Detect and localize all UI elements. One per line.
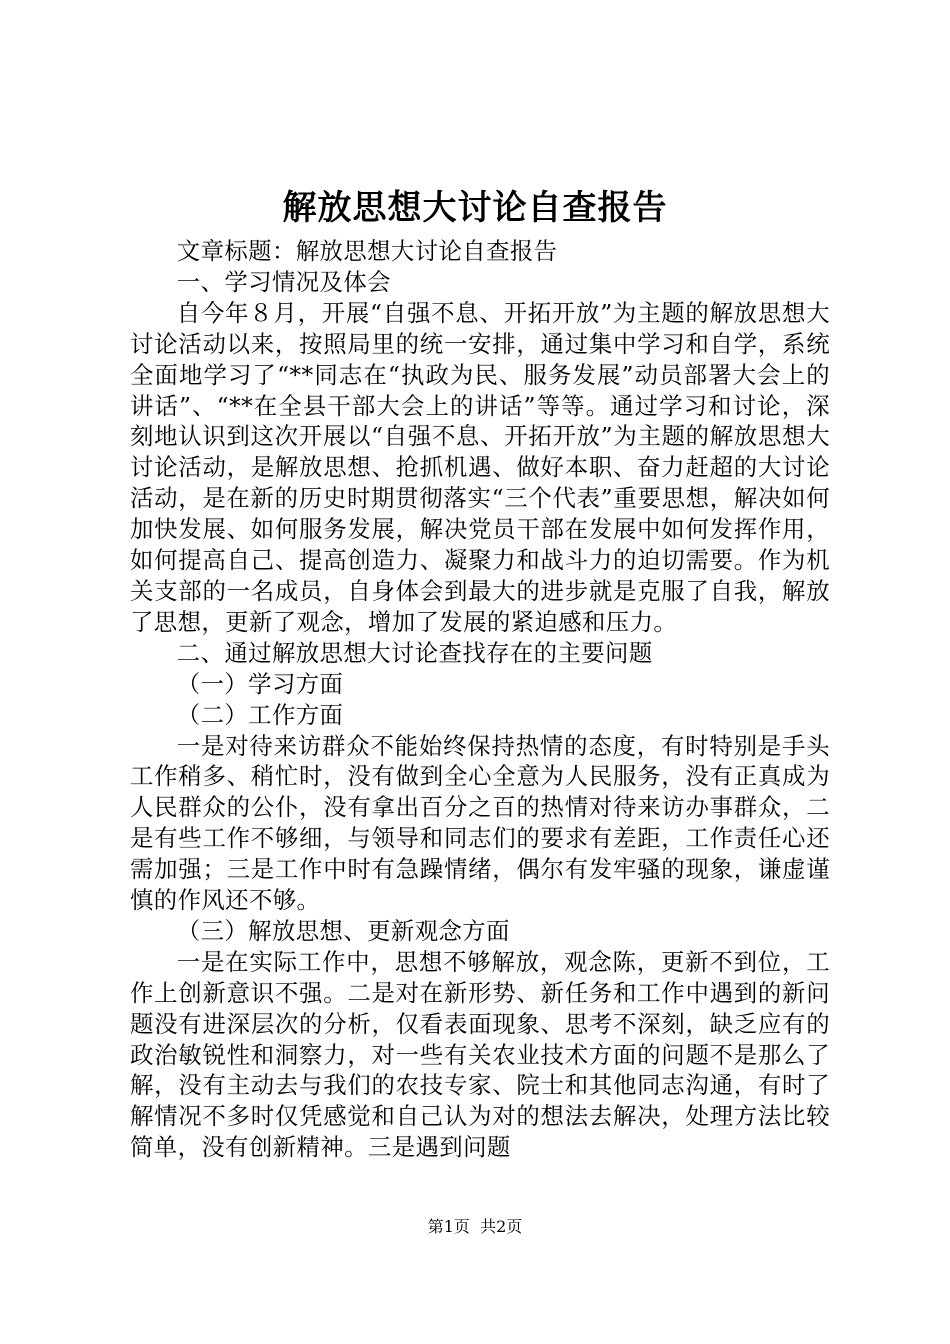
subheading-thinking: （三）解放思想、更新观念方面 [176,916,510,945]
page-total: 共2页 [480,1217,523,1236]
article-title-line: 文章标题：解放思想大讨论自查报告 [176,237,558,265]
document-body [130,236,830,1163]
document-title: 解放思想大讨论自查报告 [282,188,668,228]
section-heading-1: 一、学习情况及体会 [176,267,391,296]
subheading-work: （二）工作方面 [176,700,344,729]
paragraph-study-experience: 自今年８月，开展“自强不息、开拓开放”为主题的解放思想大讨论活动以来，按照局里的统一安排，通过集中学习和自学，系统全面地学习了“**同志在“执政为民、服务发展”动员部署大会上的讲话”、“**在全县干部大会上的讲话”等等。通过学习和讨论，深刻地认识到这次开展以“自强不息、开拓开放”为主题的解放思想大讨论活动，是解放思想、抢抓机遇、做好本职、奋力赶超的大讨论活动，是在新的历史时期贯彻落实“三个代表”重要思想，解决如何加快发展、如何服务发展，解决党员干部在发展中如何发挥作用，如何提高自己、提高创造力、凝聚力和战斗力的迫切需要。作为机关支部的一名成员，自身体会到最大的进步就是克服了自我，解放了思想，更新了观念，增加了发展的紧迫感和压力。 [130,298,830,636]
paragraph-work-issues: 一是对待来访群众不能始终保持热情的态度，有时特别是手头工作稍多、稍忙时，没有做到全心全意为人民服务，没有正真成为人民群众的公仆，没有拿出百分之百的热情对待来访办事群众，二是有些工作不够细，与领导和同志们的要求有差距，工作责任心还需加强；三是工作中时有急躁情绪，偶尔有发牢骚的现象，谦虚谨慎的作风还不够。 [130,731,830,915]
paragraph-thinking-issues: 一是在实际工作中，思想不够解放，观念陈，更新不到位，工作上创新意识不强。二是对在新形势、新任务和工作中遇到的新问题没有进深层次的分析，仅看表面现象、思考不深刻，缺乏应有的政治敏锐性和洞察力，对一些有关农业技术方面的问题不是那么了解，没有主动去与我们的农技专家、院士和其他同志沟通，有时了解情况不多时仅凭感觉和自己认为对的想法去解决，处理方法比较简单，没有创新精神。三是遇到问题 [130,947,830,1162]
section-heading-2: 二、通过解放思想大讨论查找存在的主要问题 [176,638,653,667]
page-footer [0,1216,950,1238]
page-number: 第1页 [427,1217,470,1236]
subheading-study: （一）学习方面 [176,669,344,698]
